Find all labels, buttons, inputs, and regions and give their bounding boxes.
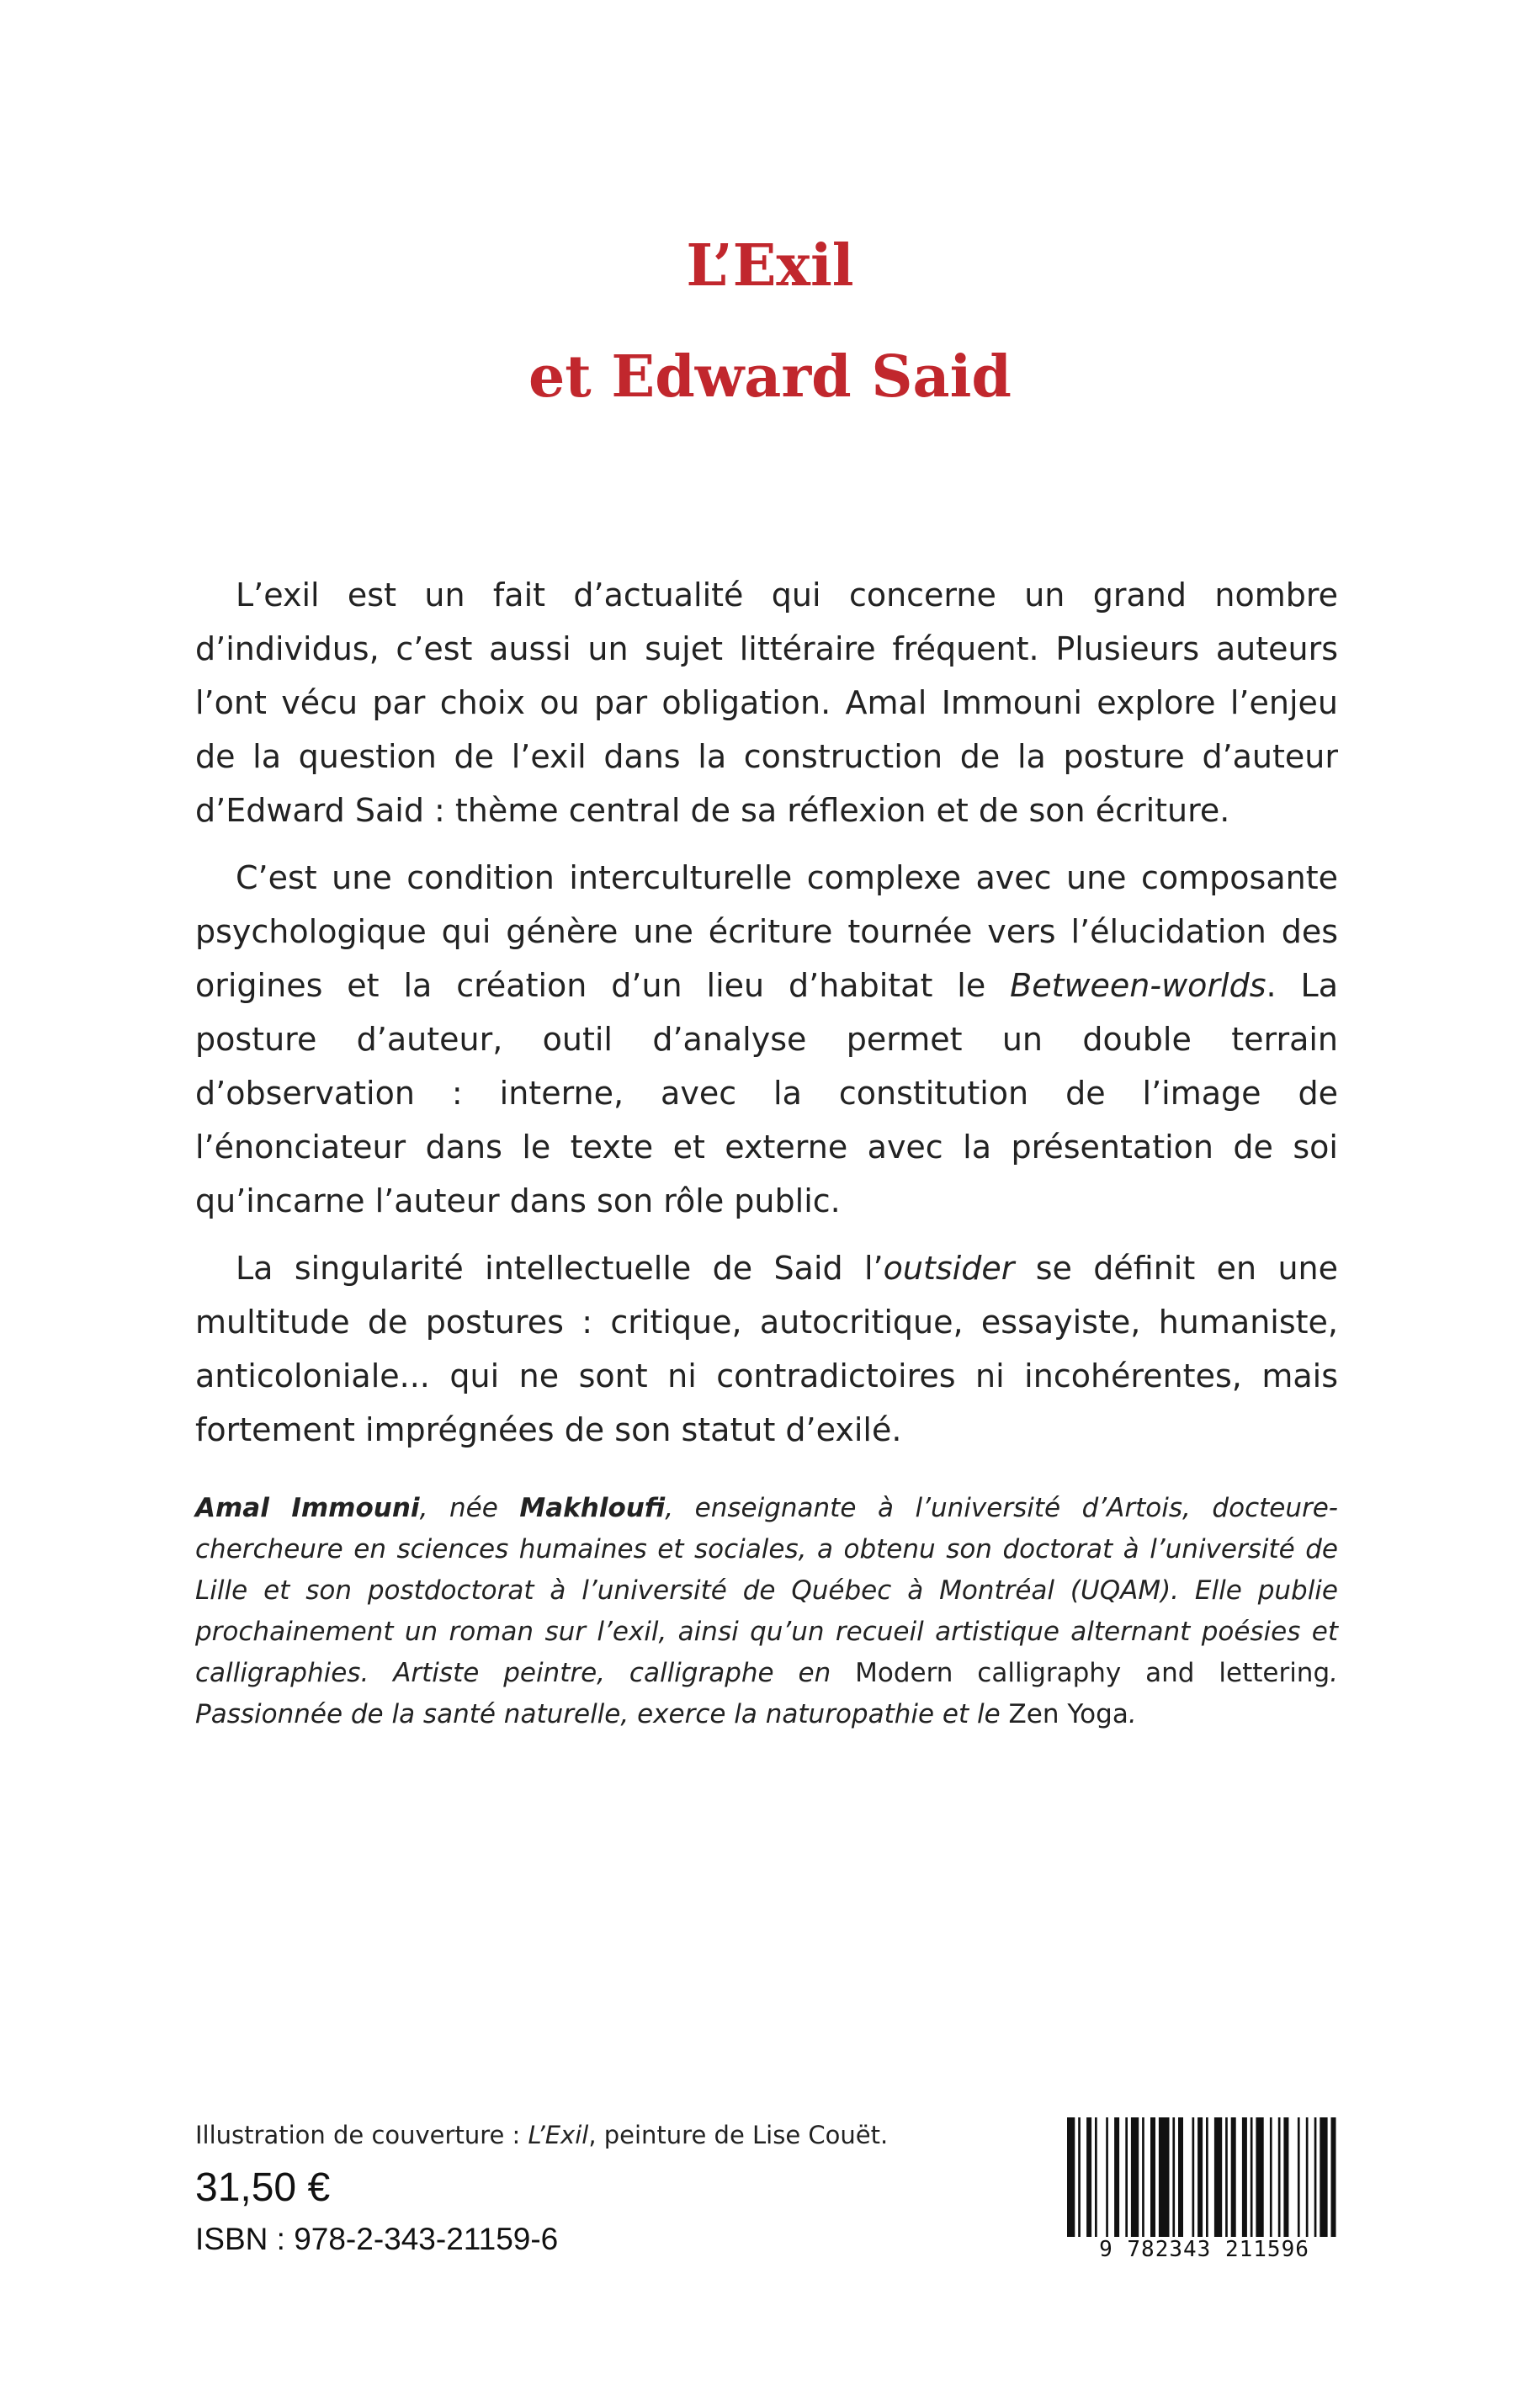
credit-prefix: Illustration de couverture : bbox=[195, 2121, 528, 2149]
bio-upright-1: Modern calligraphy and lettering bbox=[855, 1658, 1330, 1688]
bio-text-2: . Passionnée de la santé naturelle, exerce la naturopathie et le bbox=[195, 1658, 1338, 1729]
cover-illustration-credit bbox=[195, 2121, 888, 2149]
bio-nee: , née bbox=[419, 1493, 520, 1523]
title-line-1: L’Exil bbox=[686, 232, 854, 300]
author-maiden-name: Makhloufi bbox=[519, 1493, 666, 1523]
summary-p2-italic: Between-worlds bbox=[1010, 967, 1267, 1004]
price: 31,50 € bbox=[195, 2165, 331, 2210]
book-title bbox=[0, 210, 1540, 433]
summary-p3-italic: outsider bbox=[883, 1250, 1015, 1287]
barcode-digits: 9 782343 211596 bbox=[1067, 2237, 1341, 2262]
isbn: ISBN : 978-2-343-21159-6 bbox=[195, 2222, 559, 2256]
bio-upright-2: Zen Yoga bbox=[1008, 1699, 1128, 1729]
summary-paragraph-2 bbox=[195, 851, 1338, 1228]
bio-text-1: , enseignante à l’université d’Artois, docteure-chercheure en sciences humaines et sociales, a obtenu son doctorat à l’université de Lille et son postdoctorat à l’université de Québec à Montréal (UQAM). Elle publie prochainement un roman sur l’exil, ainsi qu’un recueil artistique alternant poésies et calligraphies. Artiste peintre, calligraphe en bbox=[195, 1493, 1338, 1688]
back-cover-summary bbox=[195, 568, 1338, 1470]
bio-end: . bbox=[1128, 1699, 1137, 1729]
author-name: Amal Immouni bbox=[195, 1493, 420, 1523]
summary-paragraph-1: L’exil est un fait d’actualité qui concerne un grand nombre d’individus, c’est aussi un sujet littéraire fréquent. Plusieurs auteurs l’ont vécu par choix ou par obligation. Amal Immouni explore l’enjeu de la question de l’exil dans la construction de la posture d’auteur d’Edward Said : thème central de sa réflexion et de son écriture. bbox=[195, 576, 1338, 829]
credit-work-title: L’Exil bbox=[528, 2121, 589, 2149]
title-line-2: et Edward Said bbox=[528, 343, 1012, 411]
isbn-barcode bbox=[1062, 2112, 1346, 2268]
credit-suffix: , peinture de Lise Couët. bbox=[588, 2121, 889, 2149]
summary-p3-text-a: La singularité intellectuelle de Said l’ bbox=[236, 1250, 884, 1287]
summary-p2-text-b: . La posture d’auteur, outil d’analyse permet un double terrain d’observation : interne, avec la constitution de l’image de l’énonciateur dans le texte et externe avec la présentation de soi qu’incarne l’auteur dans son rôle public. bbox=[195, 967, 1338, 1219]
summary-paragraph-3 bbox=[195, 1241, 1338, 1457]
author-biography bbox=[195, 1488, 1338, 1735]
summary-p2-text-a: C’est une condition interculturelle complexe avec une composante psychologique qui génère une écriture tournée vers l’élucidation des origines et la création d’un lieu d’habitat le bbox=[195, 859, 1338, 1004]
summary-p3-text-b: se définit en une multitude de postures : critique, autocritique, essayiste, humaniste, anticoloniale... qui ne sont ni contradictoires ni incohérentes, mais fortement imprégnées de son statut d’exilé. bbox=[195, 1250, 1338, 1448]
